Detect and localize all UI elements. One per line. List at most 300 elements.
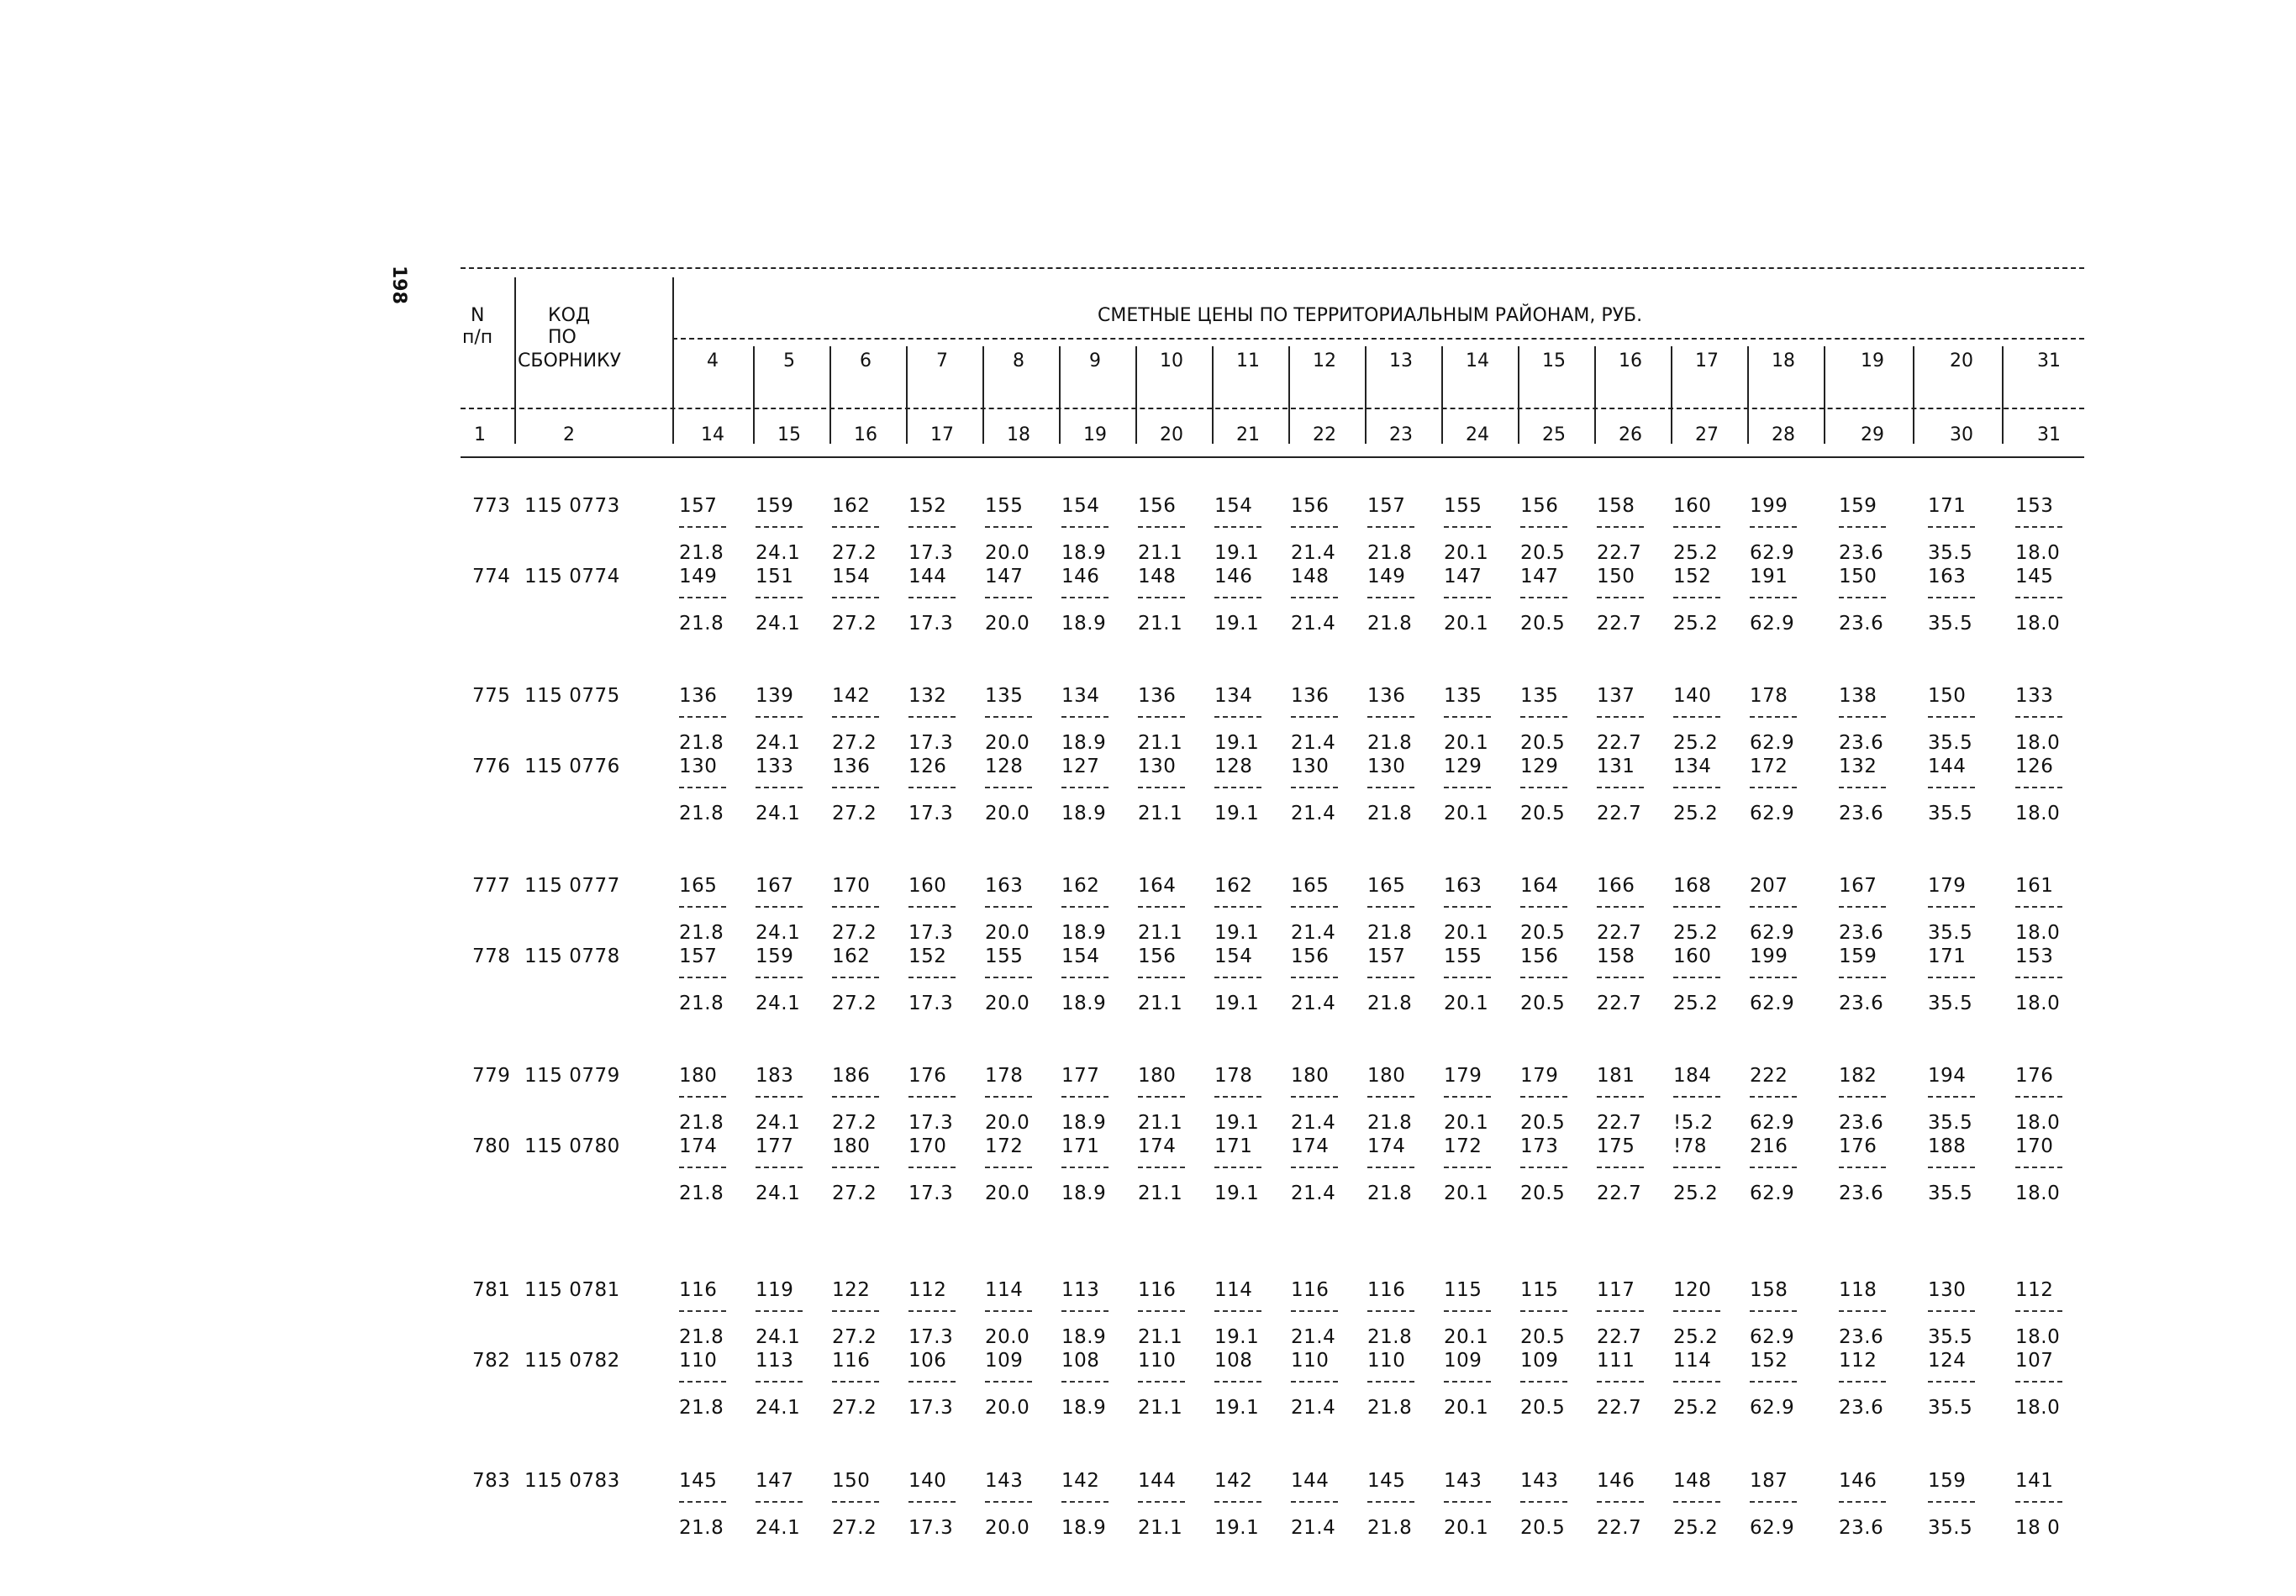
price-value: 109 xyxy=(1520,1350,1559,1372)
district-label: 9 xyxy=(1089,350,1101,371)
district-col-index: 21 xyxy=(1236,424,1260,445)
coef-value: 21.8 xyxy=(1367,803,1413,824)
price-value: 151 xyxy=(756,566,794,587)
header-title: СМЕТНЫЕ ЦЕНЫ ПО ТЕРРИТОРИАЛЬНЫМ РАЙОНАМ, РУБ. xyxy=(1098,305,1643,326)
header-bottom-rule xyxy=(461,456,2084,458)
coef-value: 62.9 xyxy=(1750,613,1795,635)
fraction-line xyxy=(679,1096,726,1098)
coef-value: 21.4 xyxy=(1291,1517,1336,1539)
fraction-line xyxy=(1750,787,1797,788)
price-value: 116 xyxy=(1367,1279,1406,1301)
fraction-line xyxy=(1367,716,1414,718)
fraction-line xyxy=(1214,597,1261,598)
price-value: 140 xyxy=(1673,685,1712,707)
coef-value: 24.1 xyxy=(756,1326,801,1348)
price-value: 139 xyxy=(756,685,794,707)
fraction-line xyxy=(756,716,803,718)
row-number: 774 xyxy=(472,566,511,587)
header-col-separator xyxy=(1135,346,1137,444)
price-value: 160 xyxy=(1673,945,1712,967)
price-value: 110 xyxy=(1367,1350,1406,1372)
fraction-line xyxy=(1520,1167,1567,1168)
fraction-line xyxy=(756,1381,803,1383)
row-number: 783 xyxy=(472,1470,511,1492)
header-col-separator xyxy=(906,346,908,444)
coef-value: 62.9 xyxy=(1750,922,1795,944)
coef-value: 21.4 xyxy=(1291,542,1336,564)
price-value: 164 xyxy=(1138,875,1177,897)
price-value: 117 xyxy=(1597,1279,1635,1301)
fraction-line xyxy=(1138,1167,1185,1168)
fraction-line xyxy=(2015,526,2062,528)
fraction-line xyxy=(1750,1501,1797,1503)
fraction-line xyxy=(1520,716,1567,718)
coef-value: 20.5 xyxy=(1520,1397,1566,1419)
header-code-label-2: ПО xyxy=(548,327,577,348)
fraction-line xyxy=(1520,906,1567,908)
coef-value: 23.6 xyxy=(1839,1517,1884,1539)
row-number: 782 xyxy=(472,1350,511,1372)
fraction-line xyxy=(1928,787,1975,788)
price-value: 114 xyxy=(985,1279,1024,1301)
fraction-line xyxy=(1291,716,1338,718)
fraction-line xyxy=(1520,1096,1567,1098)
coef-value: 21.8 xyxy=(679,613,724,635)
coef-value: 18.0 xyxy=(2015,732,2061,754)
price-value: 164 xyxy=(1520,875,1559,897)
price-value: 154 xyxy=(1061,495,1100,517)
fraction-line xyxy=(1839,977,1886,978)
fraction-line xyxy=(1061,597,1109,598)
fraction-line xyxy=(679,597,726,598)
coef-value: 21.8 xyxy=(679,1183,724,1204)
fraction-line xyxy=(1839,906,1886,908)
fraction-line xyxy=(1367,597,1414,598)
row-number: 778 xyxy=(472,945,511,967)
fraction-line xyxy=(1291,977,1338,978)
coef-value: 18.0 xyxy=(2015,1326,2061,1348)
price-value: 130 xyxy=(1291,756,1330,777)
coef-value: 19.1 xyxy=(1214,1112,1260,1134)
coef-value: 20.1 xyxy=(1444,993,1489,1014)
coef-value: 62.9 xyxy=(1750,1517,1795,1539)
fraction-line xyxy=(1367,1310,1414,1312)
price-value: 108 xyxy=(1214,1350,1253,1372)
price-value: 124 xyxy=(1928,1350,1967,1372)
price-value: 131 xyxy=(1597,756,1635,777)
header-vbar-1 xyxy=(514,277,516,444)
price-value: 155 xyxy=(985,495,1024,517)
coef-value: 35.5 xyxy=(1928,1517,1973,1539)
fraction-line xyxy=(1291,597,1338,598)
coef-value: 24.1 xyxy=(756,1183,801,1204)
fraction-line xyxy=(1214,526,1261,528)
price-value: 144 xyxy=(1138,1470,1177,1492)
price-value: 136 xyxy=(832,756,871,777)
coef-value: 20.5 xyxy=(1520,1183,1566,1204)
coef-value: 21.1 xyxy=(1138,732,1183,754)
fraction-line xyxy=(1061,1381,1109,1383)
coef-value: 20.0 xyxy=(985,922,1030,944)
price-value: 116 xyxy=(1291,1279,1330,1301)
fraction-line xyxy=(2015,1381,2062,1383)
district-col-index: 18 xyxy=(1007,424,1030,445)
coef-value: 21.1 xyxy=(1138,1397,1183,1419)
fraction-line xyxy=(1673,716,1720,718)
header-col-separator xyxy=(1594,346,1596,444)
price-value: 159 xyxy=(1928,1470,1967,1492)
price-value: 187 xyxy=(1750,1470,1788,1492)
price-value: 165 xyxy=(1367,875,1406,897)
row-code: 115 0783 xyxy=(524,1470,620,1492)
fraction-line xyxy=(1597,1381,1644,1383)
coef-value: 22.7 xyxy=(1597,1112,1642,1134)
fraction-line xyxy=(832,716,879,718)
coef-value: 22.7 xyxy=(1597,1183,1642,1204)
fraction-line xyxy=(1520,787,1567,788)
header-district-rule xyxy=(672,338,2084,340)
price-value: 137 xyxy=(1597,685,1635,707)
coef-value: !5.2 xyxy=(1673,1112,1714,1134)
coef-value: 20.0 xyxy=(985,1517,1030,1539)
price-value: 161 xyxy=(2015,875,2054,897)
coef-value: 18.9 xyxy=(1061,1397,1107,1419)
coef-value: 18.0 xyxy=(2015,922,2061,944)
fraction-line xyxy=(1673,1501,1720,1503)
fraction-line xyxy=(1291,906,1338,908)
coef-value: 62.9 xyxy=(1750,1183,1795,1204)
district-col-index: 22 xyxy=(1313,424,1336,445)
row-code: 115 0779 xyxy=(524,1065,620,1087)
price-value: 149 xyxy=(1367,566,1406,587)
fraction-line xyxy=(1444,526,1491,528)
price-value: 132 xyxy=(1839,756,1877,777)
price-value: 152 xyxy=(908,495,947,517)
fraction-line xyxy=(908,1310,956,1312)
price-value: 157 xyxy=(1367,945,1406,967)
price-value: 142 xyxy=(832,685,871,707)
coef-value: 20.0 xyxy=(985,1326,1030,1348)
fraction-line xyxy=(1214,1167,1261,1168)
price-value: 178 xyxy=(985,1065,1024,1087)
fraction-line xyxy=(1520,597,1567,598)
coef-value: 21.8 xyxy=(679,1326,724,1348)
coef-value: 20.5 xyxy=(1520,613,1566,635)
price-value: 155 xyxy=(985,945,1024,967)
fraction-line xyxy=(1597,787,1644,788)
price-value: 180 xyxy=(1367,1065,1406,1087)
price-value: 111 xyxy=(1597,1350,1635,1372)
price-value: 142 xyxy=(1214,1470,1253,1492)
coef-value: 25.2 xyxy=(1673,922,1719,944)
coef-value: 27.2 xyxy=(832,1326,877,1348)
coef-value: 20.1 xyxy=(1444,1112,1489,1134)
price-value: 172 xyxy=(985,1135,1024,1157)
coef-value: 62.9 xyxy=(1750,1112,1795,1134)
fraction-line xyxy=(908,597,956,598)
fraction-line xyxy=(1673,597,1720,598)
price-value: 174 xyxy=(679,1135,718,1157)
coef-value: 18.9 xyxy=(1061,613,1107,635)
price-value: 154 xyxy=(1214,945,1253,967)
district-col-index: 29 xyxy=(1861,424,1884,445)
coef-value: 25.2 xyxy=(1673,542,1719,564)
coef-value: 21.8 xyxy=(1367,1326,1413,1348)
coef-value: 62.9 xyxy=(1750,803,1795,824)
price-value: 150 xyxy=(1928,685,1967,707)
fraction-line xyxy=(908,1501,956,1503)
price-value: 182 xyxy=(1839,1065,1877,1087)
price-value: 147 xyxy=(1444,566,1482,587)
price-value: 207 xyxy=(1750,875,1788,897)
fraction-line xyxy=(1214,716,1261,718)
coef-value: 17.3 xyxy=(908,1112,954,1134)
price-value: 163 xyxy=(1444,875,1482,897)
fraction-line xyxy=(756,1167,803,1168)
fraction-line xyxy=(1839,597,1886,598)
coef-value: 21.1 xyxy=(1138,613,1183,635)
fraction-line xyxy=(679,1381,726,1383)
fraction-line xyxy=(1839,1310,1886,1312)
price-value: 150 xyxy=(1597,566,1635,587)
fraction-line xyxy=(1444,977,1491,978)
price-value: 174 xyxy=(1367,1135,1406,1157)
coef-value: 21.1 xyxy=(1138,922,1183,944)
price-value: 172 xyxy=(1444,1135,1482,1157)
coef-value: 22.7 xyxy=(1597,922,1642,944)
fraction-line xyxy=(1214,1310,1261,1312)
header-col-separator xyxy=(1671,346,1672,444)
coef-value: 18.9 xyxy=(1061,732,1107,754)
fraction-line xyxy=(1367,1167,1414,1168)
coef-value: 35.5 xyxy=(1928,1112,1973,1134)
header-col-index-2: 2 xyxy=(563,424,575,445)
price-value: 180 xyxy=(832,1135,871,1157)
coef-value: 20.0 xyxy=(985,613,1030,635)
coef-value: 22.7 xyxy=(1597,1397,1642,1419)
price-value: 170 xyxy=(2015,1135,2054,1157)
district-label: 14 xyxy=(1466,350,1489,371)
price-value: 135 xyxy=(1444,685,1482,707)
coef-value: 25.2 xyxy=(1673,993,1719,1014)
coef-value: 35.5 xyxy=(1928,993,1973,1014)
price-value: 143 xyxy=(985,1470,1024,1492)
district-col-index: 28 xyxy=(1772,424,1795,445)
coef-value: 21.4 xyxy=(1291,1326,1336,1348)
price-value: 216 xyxy=(1750,1135,1788,1157)
row-number: 775 xyxy=(472,685,511,707)
coef-value: 27.2 xyxy=(832,732,877,754)
row-code: 115 0776 xyxy=(524,756,620,777)
coef-value: 20.1 xyxy=(1444,1397,1489,1419)
price-value: 112 xyxy=(2015,1279,2054,1301)
price-value: 133 xyxy=(756,756,794,777)
coef-value: 21.4 xyxy=(1291,803,1336,824)
price-value: 145 xyxy=(1367,1470,1406,1492)
row-number: 779 xyxy=(472,1065,511,1087)
page-number: 198 xyxy=(388,266,409,304)
price-value: 120 xyxy=(1673,1279,1712,1301)
coef-value: 17.3 xyxy=(908,1183,954,1204)
header-col-separator xyxy=(1212,346,1214,444)
fraction-line xyxy=(908,787,956,788)
fraction-line xyxy=(1597,1167,1644,1168)
price-value: 133 xyxy=(2015,685,2054,707)
coef-value: 18.9 xyxy=(1061,922,1107,944)
price-value: 145 xyxy=(2015,566,2054,587)
price-value: 156 xyxy=(1138,495,1177,517)
coef-value: 24.1 xyxy=(756,732,801,754)
coef-value: 35.5 xyxy=(1928,1183,1973,1204)
header-col-separator xyxy=(1824,346,1825,444)
fraction-line xyxy=(908,1167,956,1168)
coef-value: 20.1 xyxy=(1444,803,1489,824)
district-col-index: 31 xyxy=(2037,424,2061,445)
price-value: 188 xyxy=(1928,1135,1967,1157)
coef-value: 21.8 xyxy=(1367,1517,1413,1539)
price-value: 146 xyxy=(1214,566,1253,587)
fraction-line xyxy=(2015,787,2062,788)
coef-value: 23.6 xyxy=(1839,1112,1884,1134)
price-value: 179 xyxy=(1444,1065,1482,1087)
coef-value: 20.5 xyxy=(1520,922,1566,944)
fraction-line xyxy=(2015,1501,2062,1503)
header-mid-rule xyxy=(461,408,2084,409)
fraction-line xyxy=(1750,906,1797,908)
coef-value: 19.1 xyxy=(1214,922,1260,944)
coef-value: 20.1 xyxy=(1444,613,1489,635)
fraction-line xyxy=(1444,716,1491,718)
fraction-line xyxy=(2015,597,2062,598)
fraction-line xyxy=(2015,1310,2062,1312)
price-value: 176 xyxy=(2015,1065,2054,1087)
fraction-line xyxy=(1444,1167,1491,1168)
price-value: 127 xyxy=(1061,756,1100,777)
fraction-line xyxy=(1138,1381,1185,1383)
coef-value: 21.1 xyxy=(1138,1183,1183,1204)
price-value: 162 xyxy=(832,945,871,967)
coef-value: 20.5 xyxy=(1520,1112,1566,1134)
price-value: 174 xyxy=(1138,1135,1177,1157)
coef-value: 24.1 xyxy=(756,803,801,824)
price-value: 177 xyxy=(1061,1065,1100,1087)
fraction-line xyxy=(679,526,726,528)
fraction-line xyxy=(1444,597,1491,598)
price-value: 158 xyxy=(1750,1279,1788,1301)
price-value: 173 xyxy=(1520,1135,1559,1157)
fraction-line xyxy=(679,1501,726,1503)
price-value: 130 xyxy=(1367,756,1406,777)
district-col-index: 24 xyxy=(1466,424,1489,445)
fraction-line xyxy=(679,716,726,718)
coef-value: 19.1 xyxy=(1214,1326,1260,1348)
header-col-separator xyxy=(1913,346,1914,444)
price-value: 180 xyxy=(679,1065,718,1087)
fraction-line xyxy=(1291,1167,1338,1168)
district-col-index: 23 xyxy=(1389,424,1413,445)
fraction-line xyxy=(1061,1501,1109,1503)
coef-value: 21.8 xyxy=(679,542,724,564)
fraction-line xyxy=(1291,1501,1338,1503)
coef-value: 18.0 xyxy=(2015,1183,2061,1204)
fraction-line xyxy=(985,716,1032,718)
coef-value: 17.3 xyxy=(908,732,954,754)
coef-value: 35.5 xyxy=(1928,803,1973,824)
fraction-line xyxy=(2015,1167,2062,1168)
fraction-line xyxy=(1673,1167,1720,1168)
fraction-line xyxy=(985,906,1032,908)
price-value: 147 xyxy=(985,566,1024,587)
fraction-line xyxy=(832,1167,879,1168)
coef-value: 21.8 xyxy=(679,803,724,824)
price-value: 186 xyxy=(832,1065,871,1087)
price-value: 140 xyxy=(908,1470,947,1492)
coef-value: 20.5 xyxy=(1520,803,1566,824)
fraction-line xyxy=(832,526,879,528)
price-value: 156 xyxy=(1138,945,1177,967)
price-value: 136 xyxy=(1367,685,1406,707)
price-value: 126 xyxy=(908,756,947,777)
coef-value: 21.8 xyxy=(1367,613,1413,635)
row-number: 777 xyxy=(472,875,511,897)
coef-value: 21.8 xyxy=(679,1397,724,1419)
fraction-line xyxy=(1750,1381,1797,1383)
fraction-line xyxy=(1291,526,1338,528)
coef-value: 18 0 xyxy=(2015,1517,2061,1539)
price-value: 129 xyxy=(1520,756,1559,777)
price-value: 108 xyxy=(1061,1350,1100,1372)
price-value: 128 xyxy=(1214,756,1253,777)
row-code: 115 0778 xyxy=(524,945,620,967)
coef-value: 27.2 xyxy=(832,993,877,1014)
coef-value: 21.8 xyxy=(1367,542,1413,564)
fraction-line xyxy=(1061,1096,1109,1098)
coef-value: 18.0 xyxy=(2015,803,2061,824)
price-value: 165 xyxy=(1291,875,1330,897)
price-value: 146 xyxy=(1597,1470,1635,1492)
fraction-line xyxy=(1673,787,1720,788)
district-label: 10 xyxy=(1160,350,1183,371)
coef-value: 21.8 xyxy=(679,993,724,1014)
price-value: 177 xyxy=(756,1135,794,1157)
price-value: 110 xyxy=(679,1350,718,1372)
price-value: 156 xyxy=(1520,495,1559,517)
price-value: 113 xyxy=(756,1350,794,1372)
coef-value: 20.1 xyxy=(1444,922,1489,944)
price-value: 178 xyxy=(1750,685,1788,707)
price-value: 154 xyxy=(1061,945,1100,967)
coef-value: 23.6 xyxy=(1839,993,1884,1014)
price-value: 114 xyxy=(1214,1279,1253,1301)
price-value: 136 xyxy=(1291,685,1330,707)
price-value: 171 xyxy=(1928,945,1967,967)
row-number: 773 xyxy=(472,495,511,517)
price-value: 114 xyxy=(1673,1350,1712,1372)
fraction-line xyxy=(832,1310,879,1312)
fraction-line xyxy=(832,1381,879,1383)
coef-value: 18.9 xyxy=(1061,1517,1107,1539)
fraction-line xyxy=(832,1501,879,1503)
coef-value: 25.2 xyxy=(1673,732,1719,754)
price-value: 181 xyxy=(1597,1065,1635,1087)
price-value: 156 xyxy=(1291,495,1330,517)
row-code: 115 0775 xyxy=(524,685,620,707)
coef-value: 18.9 xyxy=(1061,1183,1107,1204)
fraction-line xyxy=(1928,977,1975,978)
coef-value: 62.9 xyxy=(1750,732,1795,754)
coef-value: 22.7 xyxy=(1597,732,1642,754)
row-number: 776 xyxy=(472,756,511,777)
